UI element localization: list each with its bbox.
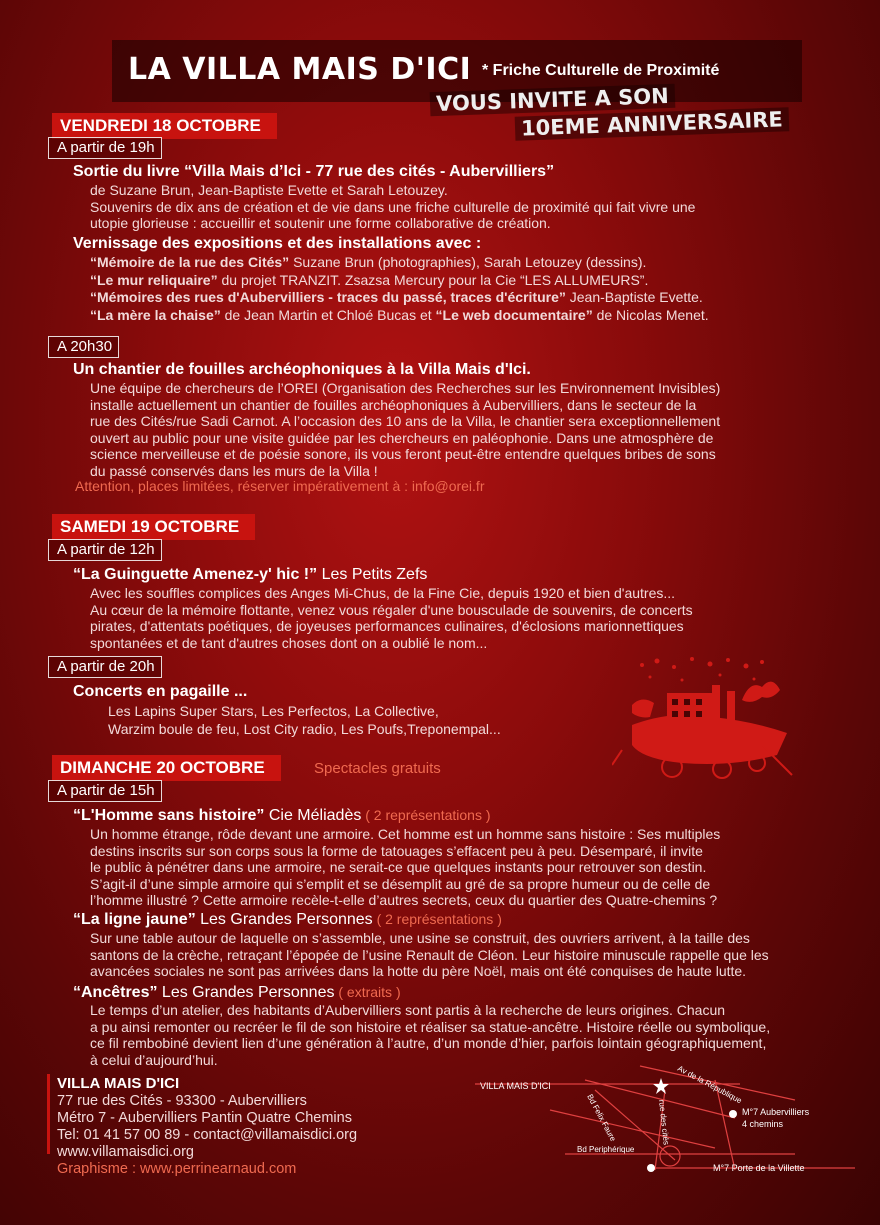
event-desc-book: de Suzane Brun, Jean-Baptiste Evette et Sarah Letouzey. Souvenirs de dix ans de création et de vie dans une friche culturelle de proximité qui fait vivre une utopie glorieuse : accueillir et soutenir une forme collaborative de création. [90, 182, 696, 231]
page-subtitle: * Friche Culturelle de Proximité [482, 62, 720, 79]
footer-address: 77 rue des Cités - 93300 - Aubervilliers [57, 1093, 307, 1109]
map-label-metro1: M°7 Aubervilliers [742, 1107, 810, 1117]
event-title-chantier: Un chantier de fouilles archéophoniques à la Villa Mais d'Ici. [73, 361, 531, 378]
villa-star-icon [653, 1078, 669, 1094]
event-title-book: Sortie du livre “Villa Mais d’Ici - 77 rue des cités - Aubervilliers” [73, 163, 555, 180]
map-label-villa: VILLA MAIS D'ICI [480, 1081, 551, 1091]
event-title-ligne-jaune: “La ligne jaune” Les Grandes Personnes ( 2 représentations ) [73, 911, 502, 928]
footer-accent-bar [47, 1074, 50, 1154]
footer-name: VILLA MAIS D'ICI [57, 1075, 180, 1092]
event-title-vernissage: Vernissage des expositions et des installations avec : [73, 235, 482, 252]
map-label-periph: Bd Periphérique [577, 1145, 635, 1154]
map-label-cites: rue des cités [657, 1099, 671, 1146]
map-label-metro2: M°7 Porte de la Villette [713, 1163, 805, 1173]
event-desc-vernissage: “Mémoire de la rue des Cités” Suzane Brun (photographies), Sarah Letouzey (dessins). “Le mur reliquaire” du projet TRANZIT. Zsazsa Mercury pour la Cie “LES ALLUMEURS”. “Mémoires des rues d'Aubervilliers - traces du passé, traces d'écriture” Jean-Baptiste Evette. “La mère la chaise” de Jean Martin et Chloé Bucas et “Le web documentaire” de Nicolas Menet. [90, 254, 709, 323]
footer-contact[interactable]: Tel: 01 41 57 00 89 - contact@villamaisdici.org [57, 1127, 358, 1143]
map-label-metro1-b: 4 chemins [742, 1119, 784, 1129]
event-title-ancetres: “Ancêtres” Les Grandes Personnes ( extraits ) [73, 984, 401, 1001]
event-desc-guinguette: Avec les souffles complices des Anges Mi-Chus, de la Fine Cie, depuis 1920 et bien d'autres... Au cœur de la mémoire flottante, venez vous régaler d'une bousculade de souvenirs, de concerts pirates, d'attentats poétiques, de joyeuses performances culinaires, d'éclosions marionnettiques spontanées et de tant d'autres choses dont on a oublié le nom... [90, 585, 693, 651]
event-desc-chantier: Une équipe de chercheurs de l’OREI (Organisation des Recherches sur les Environnement Invisibles) installe actuellement un chantier de fouilles archéophoniques à Aubervilliers, dans le secteur de la rue des Cités/rue Sadi Carnot. A l’occasion des 10 ans de la Villa, le chantier sera exceptionnellement ouvert au public pour une visite guidée par les chercheurs en paléophonie. Dans une atmosphère de science merveilleuse et de poésie sonore, ils vous feront peut-être entendre quelques bribes de sons du passé conservés dans les murs de la Villa ! [90, 380, 721, 479]
event-title-concerts: Concerts en pagaille ... [73, 683, 248, 700]
time-label-saturday-20h: A partir de 20h [48, 656, 162, 678]
map-label-avenue: Av de la République [676, 1063, 744, 1106]
footer-credit[interactable]: Graphisme : www.perrinearnaud.com [57, 1161, 297, 1177]
invite-line-1: VOUS INVITE A SON [430, 84, 675, 117]
time-label-friday-2030: A 20h30 [48, 336, 119, 358]
footer-website[interactable]: www.villamaisdici.org [57, 1144, 194, 1160]
time-label-saturday-12h: A partir de 12h [48, 539, 162, 561]
event-desc-concerts: Les Lapins Super Stars, Les Perfectos, La Collective, Warzim boule de feu, Lost City radio, Les Poufs,Treponempal... [108, 703, 501, 737]
footer-metro: Métro 7 - Aubervilliers Pantin Quatre Chemins [57, 1110, 352, 1126]
reservation-notice: Attention, places limitées, réserver impérativement à : info@orei.fr [75, 478, 485, 494]
footer-info [57, 1093, 357, 1178]
page-title: LA VILLA MAIS D'ICI [128, 52, 472, 87]
invite-line-2: 10EME ANNIVERSAIRE [515, 107, 789, 141]
metro-porte-villette-icon [647, 1164, 655, 1172]
day-label-friday: VENDREDI 18 OCTOBRE [52, 113, 277, 139]
metro-aubervilliers-icon [729, 1110, 737, 1118]
time-label-sunday-15h: A partir de 15h [48, 780, 162, 802]
time-label-friday-19h: A partir de 19h [48, 137, 162, 159]
event-desc-ligne-jaune: Sur une table autour de laquelle on s’assemble, une usine se construit, des ouvriers arrivent, à la taille des santons de la crèche, retraçant l’épopée de l’usine Renault de Cléon. Leur histoire minuscule rappelle que les avancées sociales ne sont pas arrivées dans la hotte du père Noël, mais ont été conquises de haute lutte. [90, 930, 769, 979]
map-label-felix: Bd Felix Faure [585, 1092, 618, 1143]
location-map [465, 1060, 865, 1180]
event-desc-ancetres: Le temps d’un atelier, des habitants d’Aubervilliers sont partis à la recherche de leurs origines. Chacun a pu ainsi remonter ou recréer le fil de son histoire et réaliser sa statue-ancêtre. Histoire réelle ou symbolique, ce fil rembobiné devient lien d’une génération à l’autre, d’un monde d’hier, parfois lointain géographiquement, à celui d’aujourd’hui. [90, 1002, 771, 1068]
event-title-guinguette: “La Guinguette Amenez-y' hic !” Les Petits Zefs [73, 566, 428, 583]
map-road-line [550, 1110, 715, 1148]
day-label-sunday: DIMANCHE 20 OCTOBRE [52, 755, 281, 781]
day-label-saturday: SAMEDI 19 OCTOBRE [52, 514, 255, 540]
event-desc-homme: Un homme étrange, rôde devant une armoire. Cet homme est un homme sans histoire : Ses multiples destins inscrits sur son corps sous la forme de tatouages s’effacent peu à peu. Désemparé, il invite le public à pénétrer dans une armoire, ne serait-ce que quelques instants pour retrouver son destin. S’agit-il d’une simple armoire qui s’emplit et se désemplit au gré de sa propre humeur ou de celle de l’homme illustré ? Cette armoire recèle-t-elle d’autres secrets, ceux du quartier des Quatre-chemins ? [90, 826, 721, 908]
factory-illustration-icon [612, 655, 802, 795]
event-title-homme: “L'Homme sans histoire” Cie Méliadès ( 2 représentations ) [73, 807, 491, 824]
free-shows-label: Spectacles gratuits [314, 760, 441, 777]
